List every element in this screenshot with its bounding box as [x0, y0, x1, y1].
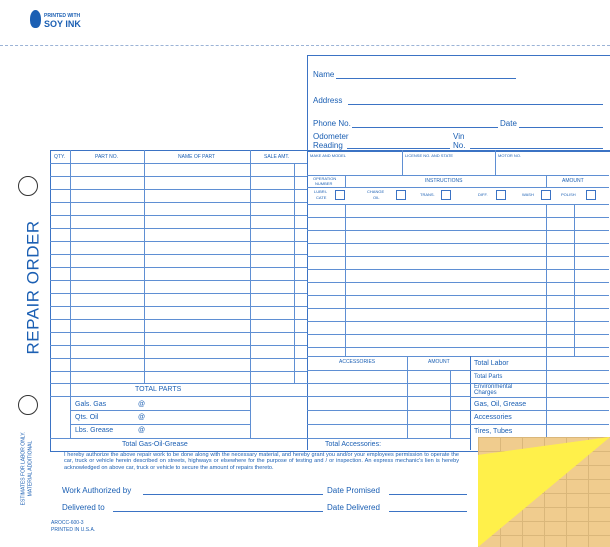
- total-accessories-label: Total Accessories:: [325, 441, 382, 448]
- phone-label: Phone No.: [313, 119, 351, 128]
- parts-table-row[interactable]: [50, 267, 307, 268]
- accessories-header: ACCESSORIES: [339, 359, 376, 365]
- make-model-header: MAKE AND MODEL: [310, 153, 347, 158]
- date-delivered-label: Date Delivered: [327, 503, 380, 512]
- gas-oil-grease-summary-label: Gas, Oil, Grease: [474, 401, 527, 408]
- polish-checkbox[interactable]: [586, 190, 596, 200]
- check-label-wash: WASH: [522, 192, 534, 197]
- operation-table-row[interactable]: [307, 217, 609, 218]
- qts-oil-at: @: [138, 414, 146, 421]
- delivered-to-label: Delivered to: [62, 503, 105, 512]
- parts-header-qty: QTY.: [54, 154, 66, 160]
- reading-label: Reading: [313, 141, 343, 150]
- operation-table-row[interactable]: [307, 334, 609, 335]
- parts-table-row[interactable]: [50, 202, 307, 203]
- trans-checkbox[interactable]: [441, 190, 451, 200]
- phone-field[interactable]: [352, 127, 498, 128]
- odometer-field[interactable]: [347, 148, 450, 149]
- parts-table-row[interactable]: [50, 345, 307, 346]
- check-label-lubricate-1: LUBRI-: [314, 189, 328, 194]
- check-label-change-oil-1: CHANGE: [367, 189, 385, 194]
- number-header: NUMBER: [315, 181, 333, 186]
- operation-table-row[interactable]: [307, 347, 609, 348]
- date-promised-label: Date Promised: [327, 486, 380, 495]
- operation-table-row[interactable]: [307, 243, 609, 244]
- check-label-polish: POLISH: [561, 192, 576, 197]
- instructions-header: INSTRUCTIONS: [425, 178, 463, 184]
- operation-table-row[interactable]: [307, 269, 609, 270]
- perforation-line: [0, 45, 610, 46]
- date-label: Date: [500, 119, 517, 128]
- operation-table-row[interactable]: [307, 321, 609, 322]
- wash-checkbox[interactable]: [541, 190, 551, 200]
- logo-bottom-text: SOY INK: [44, 19, 81, 29]
- delivered-to-field[interactable]: [113, 511, 323, 512]
- operation-table-row[interactable]: [307, 230, 609, 231]
- tires-tubes-label: Tires, Tubes: [474, 428, 513, 435]
- diff-checkbox[interactable]: [496, 190, 506, 200]
- operation-table-row[interactable]: [307, 308, 609, 309]
- check-label-change-oil-2: OIL: [373, 195, 380, 200]
- vin-field[interactable]: [470, 148, 603, 149]
- binder-hole-top: [18, 176, 38, 196]
- yellow-copy-corner: [478, 437, 610, 547]
- leaf-icon: [30, 10, 41, 28]
- parts-table-row[interactable]: [50, 293, 307, 294]
- date-promised-field[interactable]: [389, 494, 467, 495]
- address-label: Address: [313, 96, 343, 105]
- parts-table-row[interactable]: [50, 319, 307, 320]
- total-labor-label: Total Labor: [474, 360, 509, 367]
- parts-table-row[interactable]: [50, 371, 307, 372]
- gals-gas-at: @: [138, 401, 146, 408]
- parts-table-row[interactable]: [50, 241, 307, 242]
- operation-table-row[interactable]: [307, 295, 609, 296]
- work-authorized-label: Work Authorized by: [62, 486, 132, 495]
- parts-table-row[interactable]: [50, 215, 307, 216]
- amount-header: AMOUNT: [562, 178, 584, 184]
- license-header: LICENSE NO. AND STATE: [405, 153, 454, 158]
- environmental-label: Environmental: [474, 384, 513, 390]
- authorization-text: I hereby authorize the above repair work to be done along with the necessary material, and hereby grant you and/or your employees permission to operate the car, truck or vehicle herein described on streets, highways or elsewhere for the purpose of testing and / or inspection. An express mechanic's lien is hereby acknowledged on above car, truck or vehicle to secure the amount of repairs thereto.: [64, 452, 459, 471]
- address-field[interactable]: [348, 104, 603, 105]
- side-note-2: MATERIAL ADDITIONAL: [27, 440, 34, 497]
- printed-in-usa: PRINTED IN U.S.A.: [51, 527, 96, 533]
- parts-header-name: NAME OF PART: [178, 154, 216, 160]
- change-oil-checkbox[interactable]: [396, 190, 406, 200]
- lbs-grease-label: Lbs. Grease: [75, 427, 114, 434]
- vin-no-label: No.: [453, 141, 466, 150]
- soy-ink-logo: [27, 8, 97, 36]
- total-parts-label: TOTAL PARTS: [135, 386, 182, 393]
- parts-header-part-no: PART NO.: [95, 154, 119, 160]
- accessories-amount-header: AMOUNT: [428, 359, 450, 365]
- total-gas-oil-grease-label: Total Gas-Oil-Grease: [122, 441, 188, 448]
- repair-order-title: REPAIR ORDER: [23, 220, 43, 355]
- lubricate-checkbox[interactable]: [335, 190, 345, 200]
- parts-table-row[interactable]: [50, 280, 307, 281]
- parts-table-row[interactable]: [50, 176, 307, 177]
- motor-no-header: MOTOR NO.: [498, 153, 522, 158]
- parts-table-row[interactable]: [50, 332, 307, 333]
- check-label-trans: TRANS.: [420, 192, 435, 197]
- name-label: Name: [313, 70, 335, 79]
- date-delivered-field[interactable]: [389, 511, 467, 512]
- parts-table-row[interactable]: [50, 254, 307, 255]
- name-field[interactable]: [336, 78, 516, 79]
- qts-oil-label: Qts. Oil: [75, 414, 99, 421]
- logo-top-text: PRINTED WITH: [44, 13, 81, 19]
- side-note-1: ESTIMATES FOR LABOR ONLY.: [20, 431, 27, 506]
- operation-header: OPERATION: [313, 176, 337, 181]
- charges-label: Charges: [474, 390, 497, 396]
- parts-table-row[interactable]: [50, 228, 307, 229]
- parts-table-row[interactable]: [50, 189, 307, 190]
- binder-hole-bottom: [18, 395, 38, 415]
- parts-table-row[interactable]: [50, 358, 307, 359]
- accessories-summary-label: Accessories: [474, 414, 512, 421]
- operation-table-row[interactable]: [307, 256, 609, 257]
- parts-table-row[interactable]: [50, 306, 307, 307]
- lbs-grease-at: @: [138, 427, 146, 434]
- gals-gas-label: Gals. Gas: [75, 401, 107, 408]
- check-label-lubricate-2: CATE: [316, 195, 327, 200]
- vin-label: Vin: [453, 132, 465, 141]
- form-code: AROCC-600-3: [51, 520, 84, 526]
- odometer-label: Odometer: [313, 132, 349, 141]
- date-field[interactable]: [519, 127, 603, 128]
- work-authorized-field[interactable]: [143, 494, 323, 495]
- operation-table-row[interactable]: [307, 282, 609, 283]
- parts-header-sale-amt: SALE AMT.: [264, 154, 290, 160]
- total-parts-summary-label: Total Parts: [474, 374, 503, 380]
- check-label-diff: DIFF.: [478, 192, 488, 197]
